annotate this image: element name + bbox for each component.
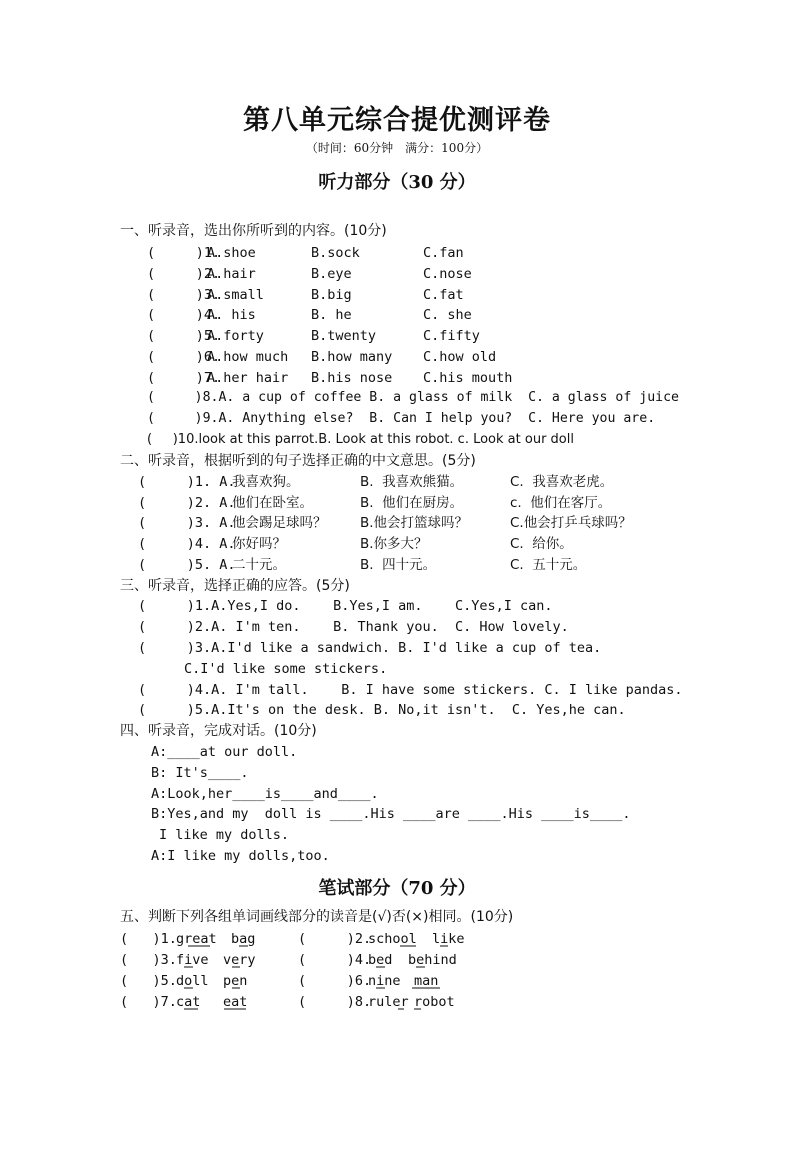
option-b: B.你多大？ [360, 536, 428, 552]
s3-item-3: ( )3.A.I'd like a sandwich. B. I'd like a cup of tea. [138, 640, 602, 656]
option-c: C.fan [423, 245, 464, 261]
option-b: B. 四十元。 [360, 557, 437, 573]
option-c: C. 五十元。 [510, 557, 587, 573]
section5-heading: 五、判断下列各组单词画线部分的读音是(√)否(×)相同。(10分) [120, 909, 514, 925]
section3-heading: 三、听录音，选择正确的应答。(5分) [120, 578, 350, 594]
answer-bracket: ( )3. [147, 287, 221, 303]
word: pen [223, 973, 248, 989]
writing-part-heading: 笔试部分（70 分） [318, 878, 476, 899]
option-c: C.fat [423, 287, 464, 303]
option-a: 你好吗？ [232, 536, 286, 552]
option-c: C. she [423, 307, 472, 323]
answer-bracket: ( )2. [298, 931, 372, 947]
word: nine [368, 973, 401, 989]
dialogue-line-1: A:____at our doll. [151, 744, 298, 760]
option-a: A.how much [207, 349, 289, 365]
word: five [176, 952, 209, 968]
answer-bracket: ( )5. A. [138, 557, 236, 573]
option-b: B.twenty [311, 328, 377, 344]
answer-bracket: ( )4. [298, 952, 372, 968]
section1-heading: 一、听录音，选出你所听到的内容。(10分) [120, 223, 387, 239]
word: very [223, 952, 256, 968]
word: ruler [368, 994, 409, 1010]
s3-item-4: ( )4.A. I'm tall. B. I have some stickers. C. I like pandas. [138, 682, 683, 698]
option-c: C.fifty [423, 328, 480, 344]
option-b: B.eye [311, 266, 352, 282]
s1-item-8: ( )8.A. a cup of coffee B. a glass of milk C. a glass of juice [147, 390, 679, 405]
answer-bracket: ( )6. [147, 349, 221, 365]
option-a: 他们在卧室。 [232, 495, 313, 511]
s3-item-2: ( )2.A. I'm ten. B. Thank you. C. How lovely. [138, 619, 569, 635]
option-b: B.他会打篮球吗？ [360, 515, 469, 531]
listening-part-heading: 听力部分（30 分） [318, 172, 476, 193]
answer-bracket: ( )7. [147, 370, 221, 386]
answer-bracket: ( )3. A. [138, 515, 236, 531]
word: cat [176, 994, 201, 1010]
option-c: C.how old [423, 349, 497, 365]
s1-item-9: ( )9.A. Anything else? B. Can I help you? C. Here you are. [147, 411, 656, 426]
option-c: C.nose [423, 266, 472, 282]
s1-item-10: ( )10.look at this parrot.B. Look at this robot. c. Look at our doll [147, 432, 574, 447]
dialogue-line-2: B: It's____. [151, 765, 249, 781]
s3-item-1: ( )1.A.Yes,I do. B.Yes,I am. C.Yes,I can. [138, 598, 553, 614]
option-b: B. 我喜欢熊猫。 [360, 474, 464, 490]
option-b: B.big [311, 287, 352, 303]
section2-heading: 二、听录音，根据听到的句子选择正确的中文意思。(5分) [120, 453, 476, 469]
option-c: C. 给你。 [510, 536, 573, 552]
word: eat [223, 994, 248, 1010]
s3-item-3-option-c: C.I'd like some stickers. [184, 661, 388, 677]
page-title: 第八单元综合提优测评卷 [243, 105, 551, 136]
option-a: A.small [207, 287, 264, 303]
word: school [368, 931, 417, 947]
word: behind [408, 952, 457, 968]
option-a: 他会踢足球吗？ [232, 515, 327, 531]
option-a: A.shoe [207, 245, 256, 261]
answer-bracket: ( )5. [120, 973, 177, 989]
word: great [176, 931, 217, 947]
option-c: C.他会打乒乓球吗？ [510, 515, 632, 531]
option-c: C. 我喜欢老虎。 [510, 474, 614, 490]
s3-item-5: ( )5.A.It's on the desk. B. No,it isn't. C. Yes,he can. [138, 702, 626, 718]
option-a: A.her hair [207, 370, 289, 386]
word: doll [176, 973, 209, 989]
option-b: B. he [311, 307, 352, 323]
word: like [432, 931, 465, 947]
dialogue-line-4: B:Yes,and my doll is ____.His ____are ____.His ____is____. [151, 806, 631, 822]
option-c: c. 他们在客厅。 [510, 495, 612, 511]
option-b: B. 他们在厨房。 [360, 495, 464, 511]
section4-heading: 四、听录音，完成对话。(10分) [120, 723, 317, 739]
answer-bracket: ( )7. [120, 994, 177, 1010]
answer-bracket: ( )6. [298, 973, 372, 989]
answer-bracket: ( )1. A. [138, 474, 236, 490]
option-b: B.how many [311, 349, 393, 365]
dialogue-line-3: A:Look,her____is____and____. [151, 786, 379, 802]
option-b: B.his nose [311, 370, 393, 386]
option-a: 我喜欢狗。 [232, 474, 300, 490]
answer-bracket: ( )4. A. [138, 536, 236, 552]
option-b: B.sock [311, 245, 360, 261]
exam-time-score: （时间：60分钟 满分：100分） [305, 141, 489, 155]
answer-bracket: ( )1. [120, 931, 177, 947]
option-a: 二十元。 [232, 557, 286, 573]
answer-bracket: ( )3. [120, 952, 177, 968]
answer-bracket: ( )2. [147, 266, 221, 282]
word: bed [368, 952, 393, 968]
answer-bracket: ( )8. [298, 994, 372, 1010]
word: man [414, 973, 439, 989]
answer-bracket: ( )4. [147, 307, 221, 323]
option-c: C.his mouth [423, 370, 513, 386]
answer-bracket: ( )1. [147, 245, 221, 261]
word: robot [414, 994, 455, 1010]
option-a: A. his [207, 307, 256, 323]
word: bag [231, 931, 256, 947]
dialogue-line-6: A:I like my dolls,too. [151, 848, 330, 864]
option-a: A.hair [207, 266, 256, 282]
option-a: A.forty [207, 328, 264, 344]
dialogue-line-5: I like my dolls. [159, 827, 290, 843]
answer-bracket: ( )2. A. [138, 495, 236, 511]
answer-bracket: ( )5. [147, 328, 221, 344]
